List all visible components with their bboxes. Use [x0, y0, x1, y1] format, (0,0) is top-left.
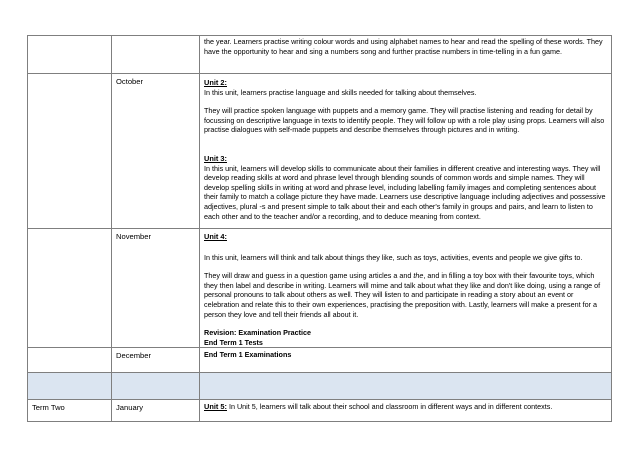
month-label: December: [116, 351, 152, 361]
spacer-cell: [200, 373, 612, 400]
spacer-cell: [28, 373, 112, 400]
month-cell: [112, 348, 200, 373]
unit4-body-emphasis: the: [413, 271, 424, 281]
term-cell: [28, 229, 112, 348]
unit5-text: Unit 5: In Unit 5, learners will talk about their school and classroom in different ways and in different contexts.: [204, 402, 553, 412]
unit3-body: In this unit, learners will develop skills to communicate about their families in different creative and interesting ways. They will develop reading skills at word and phrase level through blending sounds of common words and simple names. They will develop spelling skills in writing at word and phrase level, including labelling family images and completing sentences about their family to match a collage picture they have made. Learners use descriptive language including adjectives and possessive adjectives, plural -s and present simple to talk about their and each other's family in groups and pairs, and learn to listen to each other and to the teacher and/or a recording, and to deduce meaning from context.: [204, 163, 606, 221]
unit4-intro: In this unit, learners will think and talk about things they like, such as toys, activities, events and people we give gifts to.: [204, 252, 583, 262]
month-cell: [112, 400, 200, 422]
term-cell: [28, 400, 112, 422]
table-row-december: [28, 348, 612, 373]
unit2-body: They will practice spoken language with puppets and a memory game. They will practise listening and reading for detail by focussing on descriptive language in texts to identify people. They will follow up with a role play using props. Learners will also practise dialogues with self-made puppets and describe themselves through pictures and in writing.: [204, 106, 605, 135]
unit5-heading: Unit 5:: [204, 402, 227, 412]
curriculum-table: [27, 35, 612, 422]
term-label: Term Two: [32, 403, 65, 413]
content-cell: [200, 229, 612, 348]
month-label: January: [116, 403, 144, 413]
table-row-october: [28, 74, 612, 229]
unit3-heading: Unit 3:: [204, 153, 227, 163]
unit2-intro: In this unit, learners practise language and skills needed for talking about themselves.: [204, 87, 477, 97]
month-label: November: [116, 232, 152, 241]
content-cell: [200, 36, 612, 74]
unit4-heading: Unit 4:: [204, 232, 227, 241]
table-row-continued: [28, 36, 612, 74]
term-cell: [28, 36, 112, 74]
month-cell: [112, 36, 200, 74]
continued-text: the year. Learners practise writing colour words and using alphabet names to hear and read the spelling of these words. They have the opportunity to hear and sing a numbers song and further practise numbers in time-telling in a fun game.: [204, 37, 603, 56]
content-cell: [200, 400, 612, 422]
table-row-november: [28, 229, 612, 348]
end-term-exams-label: End Term 1 Examinations: [204, 350, 292, 360]
term-cell: [28, 74, 112, 229]
unit4-body: They will draw and guess in a question game using articles a and the, and in filling a toy box with their favourite toys, which they then label and describe in writing. Learners will mime and talk about what they like and don't like doing, using a range of personal pronouns to talk about others as well. They will listen to and participate in reading a story about an event or celebration and relate this to their own experiences, practising the preposition with. Lastly, learners will make a present for a person they love and tell their friends all about it.: [204, 271, 601, 319]
table-row-spacer: [28, 373, 612, 400]
month-label: October: [116, 77, 144, 86]
month-cell: [112, 74, 200, 229]
content-cell: [200, 74, 612, 229]
unit2-heading: Unit 2:: [204, 78, 227, 87]
spacer-cell: [112, 373, 200, 400]
content-cell: [200, 348, 612, 373]
month-cell: [112, 229, 200, 348]
term-cell: [28, 348, 112, 373]
revision-label: Revision: Examination Practice: [204, 328, 312, 338]
end-term-tests-label: End Term 1 Tests: [204, 337, 263, 347]
table-row-january: [28, 400, 612, 422]
